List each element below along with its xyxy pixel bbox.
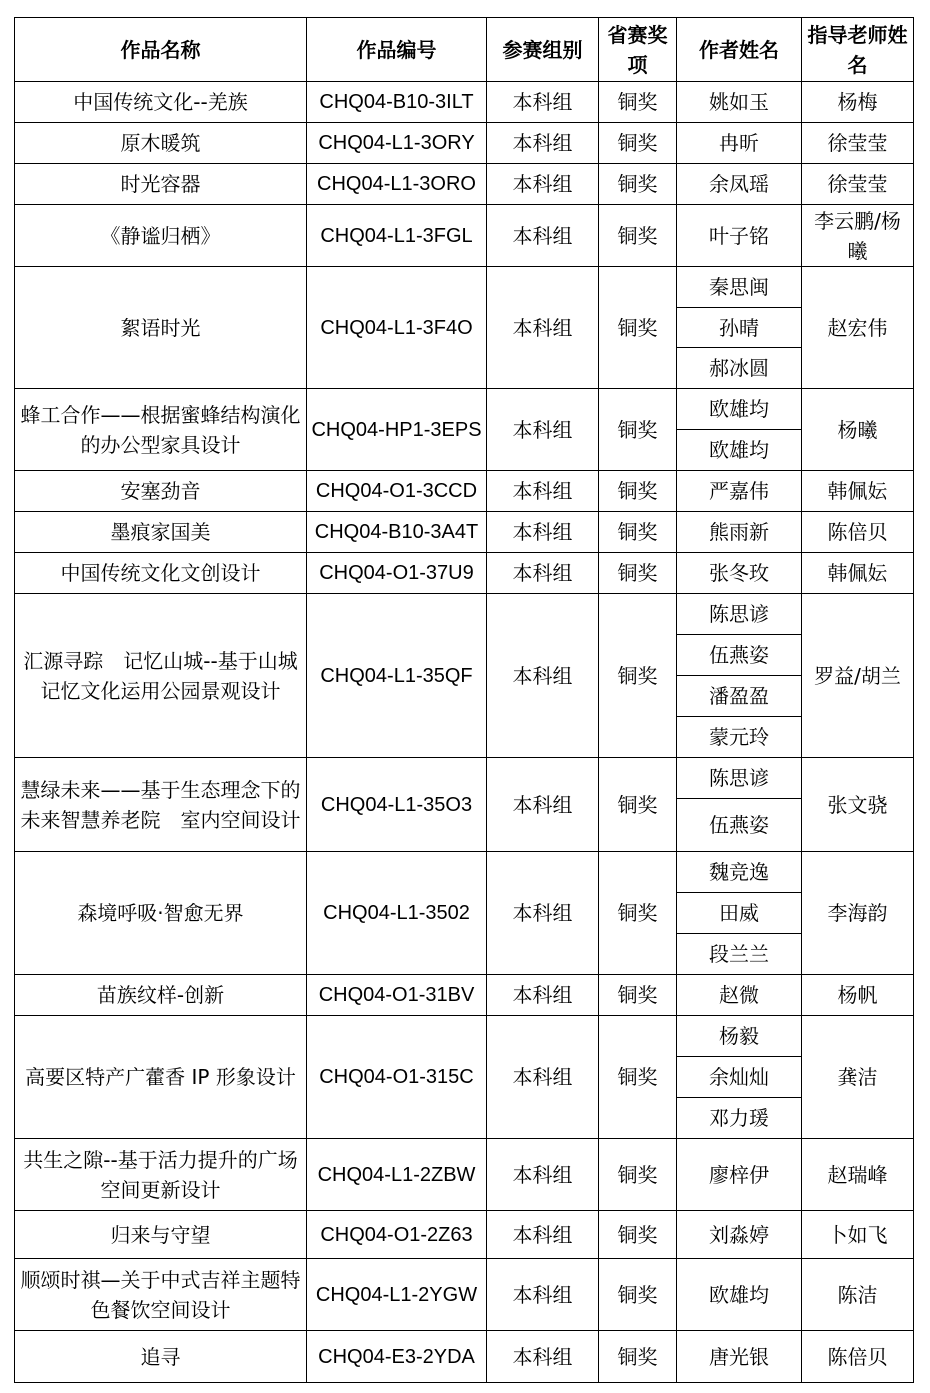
award-cell: 铜奖 [599,123,677,164]
table-row [15,975,914,1016]
table-row [15,553,914,594]
author-cell: 余凤瑶 [677,164,802,205]
table-body [15,82,914,1383]
award-cell: 铜奖 [599,1016,677,1139]
teacher-cell: 杨梅 [802,82,914,123]
author-cell: 陈思谚 [677,758,802,799]
work-name-cell: 原木暖筑 [15,123,307,164]
awards-table [14,17,914,1383]
group-cell: 本科组 [487,852,599,975]
work-name-cell: 苗族纹样-创新 [15,975,307,1016]
award-cell: 铜奖 [599,82,677,123]
table-row [15,1331,914,1383]
award-cell: 铜奖 [599,512,677,553]
work-code-cell: CHQ04-O1-3CCD [307,471,487,512]
author-cell: 蒙元玲 [677,717,802,758]
teacher-cell: 张文骁 [802,758,914,852]
table-row [15,1211,914,1259]
teacher-cell: 杨帆 [802,975,914,1016]
column-header: 作品编号 [307,18,487,82]
author-cell: 魏竞逸 [677,852,802,893]
award-cell: 铜奖 [599,267,677,389]
group-cell: 本科组 [487,1259,599,1331]
author-cell: 熊雨新 [677,512,802,553]
author-cell: 欧雄均 [677,430,802,471]
author-cell: 段兰兰 [677,934,802,975]
group-cell: 本科组 [487,267,599,389]
group-cell: 本科组 [487,82,599,123]
group-cell: 本科组 [487,1016,599,1139]
award-cell: 铜奖 [599,1259,677,1331]
work-name-cell: 慧绿未来——基于生态理念下的未来智慧养老院 室内空间设计 [15,758,307,852]
author-cell: 余灿灿 [677,1057,802,1098]
work-name-cell: 共生之隙--基于活力提升的广场空间更新设计 [15,1139,307,1211]
work-code-cell: CHQ04-HP1-3EPS [307,389,487,471]
award-cell: 铜奖 [599,471,677,512]
author-cell: 杨毅 [677,1016,802,1057]
work-name-cell: 安塞劲音 [15,471,307,512]
table-row [15,512,914,553]
table-header [15,18,914,82]
author-cell: 伍燕姿 [677,799,802,852]
teacher-cell: 徐莹莹 [802,164,914,205]
work-name-cell: 顺颂时祺—关于中式吉祥主题特色餐饮空间设计 [15,1259,307,1331]
work-code-cell: CHQ04-L1-2YGW [307,1259,487,1331]
work-name-cell: 絮语时光 [15,267,307,389]
group-cell: 本科组 [487,1331,599,1383]
award-cell: 铜奖 [599,1331,677,1383]
table-row [15,1259,914,1331]
award-cell: 铜奖 [599,553,677,594]
author-cell: 欧雄均 [677,1259,802,1331]
teacher-cell: 徐莹莹 [802,123,914,164]
work-code-cell: CHQ04-O1-37U9 [307,553,487,594]
table-row [15,389,914,430]
teacher-cell: 陈倍贝 [802,1331,914,1383]
award-cell: 铜奖 [599,852,677,975]
teacher-cell: 赵瑞峰 [802,1139,914,1211]
work-code-cell: CHQ04-L1-3ORO [307,164,487,205]
author-cell: 张冬玫 [677,553,802,594]
teacher-cell: 陈洁 [802,1259,914,1331]
author-cell: 陈思谚 [677,594,802,635]
work-code-cell: CHQ04-L1-3FGL [307,205,487,267]
author-cell: 唐光银 [677,1331,802,1383]
work-name-cell: 墨痕家国美 [15,512,307,553]
work-name-cell: 高要区特产广藿香 IP 形象设计 [15,1016,307,1139]
author-cell: 冉昕 [677,123,802,164]
group-cell: 本科组 [487,1139,599,1211]
author-cell: 欧雄均 [677,389,802,430]
author-cell: 叶子铭 [677,205,802,267]
work-code-cell: CHQ04-L1-3F4O [307,267,487,389]
work-code-cell: CHQ04-B10-3A4T [307,512,487,553]
group-cell: 本科组 [487,512,599,553]
group-cell: 本科组 [487,1211,599,1259]
author-cell: 潘盈盈 [677,676,802,717]
table-row [15,758,914,799]
author-cell: 廖梓伊 [677,1139,802,1211]
teacher-cell: 韩佩妘 [802,553,914,594]
work-name-cell: 追寻 [15,1331,307,1383]
table-row [15,1016,914,1057]
teacher-cell: 杨曦 [802,389,914,471]
author-cell: 赵微 [677,975,802,1016]
column-header: 作品名称 [15,18,307,82]
table-row [15,205,914,267]
work-code-cell: CHQ04-L1-2ZBW [307,1139,487,1211]
column-header: 作者姓名 [677,18,802,82]
teacher-cell: 卜如飞 [802,1211,914,1259]
work-code-cell: CHQ04-O1-2Z63 [307,1211,487,1259]
group-cell: 本科组 [487,758,599,852]
teacher-cell: 龚洁 [802,1016,914,1139]
column-header: 参赛组别 [487,18,599,82]
author-cell: 刘淼婷 [677,1211,802,1259]
award-cell: 铜奖 [599,758,677,852]
author-cell: 秦思闽 [677,267,802,308]
award-cell: 铜奖 [599,164,677,205]
author-cell: 郝冰圆 [677,348,802,389]
table-row [15,82,914,123]
work-name-cell: 汇源寻踪 记忆山城--基于山城记忆文化运用公园景观设计 [15,594,307,758]
author-cell: 严嘉伟 [677,471,802,512]
group-cell: 本科组 [487,594,599,758]
work-code-cell: CHQ04-L1-3ORY [307,123,487,164]
teacher-cell: 李云鹏/杨曦 [802,205,914,267]
award-cell: 铜奖 [599,975,677,1016]
author-cell: 田威 [677,893,802,934]
teacher-cell: 韩佩妘 [802,471,914,512]
column-header: 省赛奖项 [599,18,677,82]
work-code-cell: CHQ04-L1-35O3 [307,758,487,852]
award-cell: 铜奖 [599,1139,677,1211]
table-row [15,164,914,205]
group-cell: 本科组 [487,975,599,1016]
work-code-cell: CHQ04-B10-3ILT [307,82,487,123]
teacher-cell: 罗益/胡兰 [802,594,914,758]
group-cell: 本科组 [487,389,599,471]
work-code-cell: CHQ04-E3-2YDA [307,1331,487,1383]
author-cell: 姚如玉 [677,82,802,123]
column-header: 指导老师姓名 [802,18,914,82]
award-cell: 铜奖 [599,205,677,267]
work-name-cell: 中国传统文化文创设计 [15,553,307,594]
work-name-cell: 中国传统文化--羌族 [15,82,307,123]
group-cell: 本科组 [487,164,599,205]
award-cell: 铜奖 [599,1211,677,1259]
award-cell: 铜奖 [599,389,677,471]
work-code-cell: CHQ04-O1-31BV [307,975,487,1016]
work-code-cell: CHQ04-O1-315C [307,1016,487,1139]
table-row [15,123,914,164]
table-row [15,1139,914,1211]
work-name-cell: 森境呼吸·智愈无界 [15,852,307,975]
work-name-cell: 时光容器 [15,164,307,205]
work-name-cell: 《静谧归栖》 [15,205,307,267]
group-cell: 本科组 [487,123,599,164]
work-name-cell: 蜂工合作——根据蜜蜂结构演化的办公型家具设计 [15,389,307,471]
table-row [15,594,914,635]
group-cell: 本科组 [487,471,599,512]
work-code-cell: CHQ04-L1-3502 [307,852,487,975]
header-row [15,18,914,82]
table-row [15,471,914,512]
table-row [15,852,914,893]
author-cell: 邓力瑗 [677,1098,802,1139]
group-cell: 本科组 [487,205,599,267]
teacher-cell: 赵宏伟 [802,267,914,389]
teacher-cell: 李海韵 [802,852,914,975]
work-code-cell: CHQ04-L1-35QF [307,594,487,758]
work-name-cell: 归来与守望 [15,1211,307,1259]
teacher-cell: 陈倍贝 [802,512,914,553]
author-cell: 孙晴 [677,308,802,348]
author-cell: 伍燕姿 [677,635,802,676]
award-cell: 铜奖 [599,594,677,758]
table-row [15,267,914,308]
group-cell: 本科组 [487,553,599,594]
